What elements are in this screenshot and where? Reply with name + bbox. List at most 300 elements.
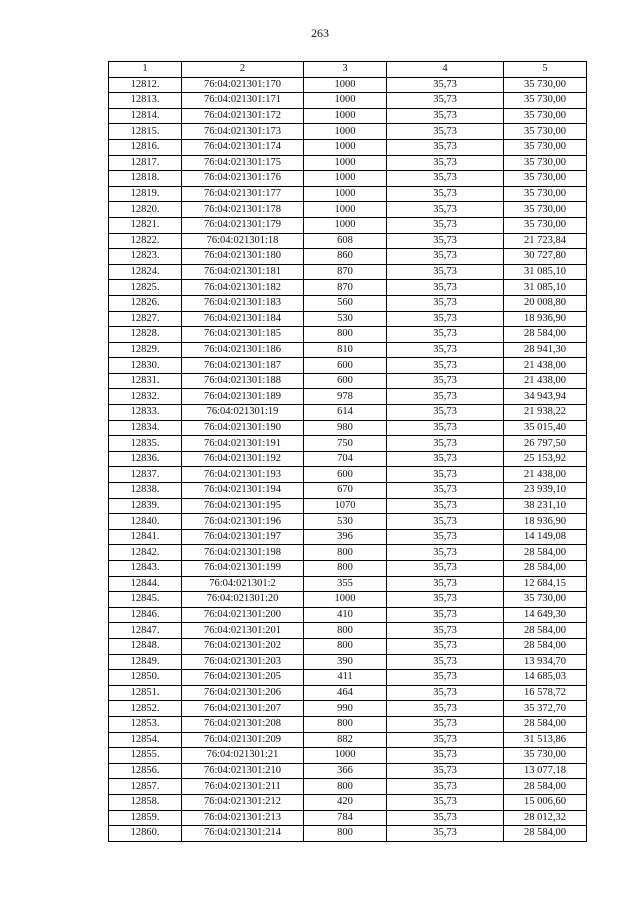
table-row xyxy=(109,810,587,826)
table-cell-col-3: 1000 xyxy=(304,93,387,109)
table-cell-col-4: 35,73 xyxy=(387,545,504,561)
table-cell-col-1: 12824. xyxy=(109,264,182,280)
table-cell-col-3: 980 xyxy=(304,420,387,436)
table-cell-col-5: 28 584,00 xyxy=(504,327,587,343)
table-row xyxy=(109,732,587,748)
table-cell-col-1: 12853. xyxy=(109,716,182,732)
table-cell-col-4: 35,73 xyxy=(387,670,504,686)
table-cell-col-5: 18 936,90 xyxy=(504,311,587,327)
table-row xyxy=(109,186,587,202)
table-cell-col-5: 13 934,70 xyxy=(504,654,587,670)
table-row xyxy=(109,498,587,514)
table-cell-col-5: 14 685,03 xyxy=(504,670,587,686)
table-cell-col-1: 12826. xyxy=(109,295,182,311)
table-cell-col-4: 35,73 xyxy=(387,93,504,109)
table-cell-col-2: 76:04:021301:173 xyxy=(182,124,304,140)
table-cell-col-3: 784 xyxy=(304,810,387,826)
table-cell-col-1: 12859. xyxy=(109,810,182,826)
table-cell-col-5: 21 438,00 xyxy=(504,467,587,483)
table-cell-col-5: 28 584,00 xyxy=(504,826,587,842)
table-cell-col-4: 35,73 xyxy=(387,592,504,608)
table-row xyxy=(109,373,587,389)
table-cell-col-2: 76:04:021301:198 xyxy=(182,545,304,561)
table-row xyxy=(109,654,587,670)
table-cell-col-3: 870 xyxy=(304,264,387,280)
table-row xyxy=(109,467,587,483)
table-cell-col-3: 1000 xyxy=(304,155,387,171)
table-cell-col-5: 14 149,08 xyxy=(504,529,587,545)
table-cell-col-2: 76:04:021301:18 xyxy=(182,233,304,249)
table-cell-col-3: 1000 xyxy=(304,108,387,124)
table-cell-col-4: 35,73 xyxy=(387,295,504,311)
table-cell-col-1: 12846. xyxy=(109,607,182,623)
table-cell-col-3: 800 xyxy=(304,826,387,842)
table-cell-col-1: 12839. xyxy=(109,498,182,514)
column-header-3: 3 xyxy=(304,62,387,78)
table-row xyxy=(109,561,587,577)
table-row xyxy=(109,748,587,764)
table-cell-col-2: 76:04:021301:186 xyxy=(182,342,304,358)
table-cell-col-3: 860 xyxy=(304,249,387,265)
table-row xyxy=(109,217,587,233)
table-cell-col-1: 12816. xyxy=(109,139,182,155)
table-cell-col-4: 35,73 xyxy=(387,280,504,296)
table-row xyxy=(109,171,587,187)
table-row xyxy=(109,545,587,561)
table-cell-col-2: 76:04:021301:182 xyxy=(182,280,304,296)
table-cell-col-4: 35,73 xyxy=(387,498,504,514)
table-cell-col-1: 12860. xyxy=(109,826,182,842)
table-cell-col-3: 1000 xyxy=(304,124,387,140)
table-cell-col-4: 35,73 xyxy=(387,623,504,639)
table-cell-col-5: 21 438,00 xyxy=(504,373,587,389)
table-cell-col-2: 76:04:021301:188 xyxy=(182,373,304,389)
table-cell-col-5: 25 153,92 xyxy=(504,451,587,467)
table-cell-col-5: 13 077,18 xyxy=(504,763,587,779)
table-cell-col-1: 12855. xyxy=(109,748,182,764)
table-row xyxy=(109,358,587,374)
table-row xyxy=(109,451,587,467)
table-cell-col-4: 35,73 xyxy=(387,654,504,670)
table-cell-col-1: 12849. xyxy=(109,654,182,670)
table-cell-col-3: 1000 xyxy=(304,186,387,202)
table-cell-col-2: 76:04:021301:174 xyxy=(182,139,304,155)
table-cell-col-1: 12836. xyxy=(109,451,182,467)
table-cell-col-5: 28 584,00 xyxy=(504,545,587,561)
table-body xyxy=(109,77,587,841)
table-cell-col-3: 800 xyxy=(304,327,387,343)
table-row xyxy=(109,592,587,608)
table-row xyxy=(109,311,587,327)
table-row xyxy=(109,139,587,155)
table-cell-col-2: 76:04:021301:191 xyxy=(182,436,304,452)
table-cell-col-1: 12840. xyxy=(109,514,182,530)
table-cell-col-5: 20 008,80 xyxy=(504,295,587,311)
table-cell-col-4: 35,73 xyxy=(387,810,504,826)
table-cell-col-2: 76:04:021301:206 xyxy=(182,685,304,701)
table-cell-col-1: 12838. xyxy=(109,483,182,499)
table-cell-col-2: 76:04:021301:199 xyxy=(182,561,304,577)
table-cell-col-5: 31 085,10 xyxy=(504,280,587,296)
table-cell-col-5: 35 730,00 xyxy=(504,217,587,233)
table-cell-col-1: 12823. xyxy=(109,249,182,265)
table-cell-col-3: 464 xyxy=(304,685,387,701)
table-cell-col-2: 76:04:021301:21 xyxy=(182,748,304,764)
table-cell-col-2: 76:04:021301:2 xyxy=(182,576,304,592)
table-cell-col-2: 76:04:021301:176 xyxy=(182,171,304,187)
table-cell-col-2: 76:04:021301:179 xyxy=(182,217,304,233)
table-cell-col-1: 12856. xyxy=(109,763,182,779)
table-cell-col-1: 12852. xyxy=(109,701,182,717)
table-cell-col-4: 35,73 xyxy=(387,389,504,405)
table-cell-col-5: 23 939,10 xyxy=(504,483,587,499)
table-cell-col-4: 35,73 xyxy=(387,436,504,452)
table-row xyxy=(109,685,587,701)
table-row xyxy=(109,342,587,358)
page-number: 263 xyxy=(311,26,329,40)
table-cell-col-2: 76:04:021301:175 xyxy=(182,155,304,171)
table-cell-col-2: 76:04:021301:213 xyxy=(182,810,304,826)
table-cell-col-4: 35,73 xyxy=(387,373,504,389)
table-cell-col-1: 12857. xyxy=(109,779,182,795)
table-cell-col-1: 12817. xyxy=(109,155,182,171)
table-row xyxy=(109,202,587,218)
table-cell-col-5: 35 730,00 xyxy=(504,748,587,764)
table-cell-col-5: 28 941,30 xyxy=(504,342,587,358)
table-cell-col-3: 1000 xyxy=(304,171,387,187)
table-cell-col-1: 12841. xyxy=(109,529,182,545)
table-cell-col-1: 12837. xyxy=(109,467,182,483)
table-row xyxy=(109,77,587,93)
table-cell-col-1: 12832. xyxy=(109,389,182,405)
table-row xyxy=(109,295,587,311)
table-cell-col-4: 35,73 xyxy=(387,576,504,592)
table-cell-col-4: 35,73 xyxy=(387,529,504,545)
table-cell-col-5: 35 730,00 xyxy=(504,171,587,187)
table-cell-col-2: 76:04:021301:202 xyxy=(182,638,304,654)
table-cell-col-5: 35 730,00 xyxy=(504,139,587,155)
table-cell-col-4: 35,73 xyxy=(387,748,504,764)
table-cell-col-1: 12854. xyxy=(109,732,182,748)
table-cell-col-5: 21 438,00 xyxy=(504,358,587,374)
table-cell-col-4: 35,73 xyxy=(387,638,504,654)
table-row xyxy=(109,280,587,296)
table-cell-col-4: 35,73 xyxy=(387,311,504,327)
table-cell-col-5: 38 231,10 xyxy=(504,498,587,514)
table-cell-col-1: 12814. xyxy=(109,108,182,124)
table-cell-col-1: 12843. xyxy=(109,561,182,577)
table-cell-col-3: 750 xyxy=(304,436,387,452)
table-cell-col-2: 76:04:021301:207 xyxy=(182,701,304,717)
table-cell-col-3: 600 xyxy=(304,358,387,374)
table-cell-col-4: 35,73 xyxy=(387,358,504,374)
table-cell-col-3: 800 xyxy=(304,545,387,561)
table-cell-col-2: 76:04:021301:183 xyxy=(182,295,304,311)
table-cell-col-3: 704 xyxy=(304,451,387,467)
table-cell-col-1: 12844. xyxy=(109,576,182,592)
column-header-1: 1 xyxy=(109,62,182,78)
table-cell-col-2: 76:04:021301:180 xyxy=(182,249,304,265)
table-cell-col-3: 800 xyxy=(304,561,387,577)
table-cell-col-2: 76:04:021301:208 xyxy=(182,716,304,732)
table-cell-col-3: 614 xyxy=(304,405,387,421)
table-cell-col-5: 35 730,00 xyxy=(504,155,587,171)
table-cell-col-3: 600 xyxy=(304,467,387,483)
table-row xyxy=(109,701,587,717)
table-cell-col-2: 76:04:021301:203 xyxy=(182,654,304,670)
table-cell-col-4: 35,73 xyxy=(387,217,504,233)
table-cell-col-1: 12847. xyxy=(109,623,182,639)
table-cell-col-4: 35,73 xyxy=(387,249,504,265)
table-cell-col-5: 21 723,84 xyxy=(504,233,587,249)
table-cell-col-4: 35,73 xyxy=(387,451,504,467)
table-cell-col-5: 35 730,00 xyxy=(504,124,587,140)
table-cell-col-1: 12815. xyxy=(109,124,182,140)
table-cell-col-3: 600 xyxy=(304,373,387,389)
table-cell-col-4: 35,73 xyxy=(387,264,504,280)
table-row xyxy=(109,623,587,639)
table-cell-col-2: 76:04:021301:211 xyxy=(182,779,304,795)
table-cell-col-3: 1070 xyxy=(304,498,387,514)
table-row xyxy=(109,716,587,732)
table-row xyxy=(109,249,587,265)
table-cell-col-2: 76:04:021301:205 xyxy=(182,670,304,686)
table-row xyxy=(109,405,587,421)
table-cell-col-4: 35,73 xyxy=(387,77,504,93)
table-cell-col-3: 978 xyxy=(304,389,387,405)
table-cell-col-4: 35,73 xyxy=(387,701,504,717)
table-cell-col-3: 1000 xyxy=(304,202,387,218)
table-cell-col-2: 76:04:021301:210 xyxy=(182,763,304,779)
table-cell-col-4: 35,73 xyxy=(387,327,504,343)
table-cell-col-1: 12828. xyxy=(109,327,182,343)
table-cell-col-4: 35,73 xyxy=(387,155,504,171)
table-cell-col-1: 12813. xyxy=(109,93,182,109)
table-cell-col-5: 35 730,00 xyxy=(504,202,587,218)
table-cell-col-2: 76:04:021301:193 xyxy=(182,467,304,483)
table-cell-col-1: 12830. xyxy=(109,358,182,374)
table-cell-col-3: 608 xyxy=(304,233,387,249)
table-cell-col-3: 670 xyxy=(304,483,387,499)
table-cell-col-5: 31 513,86 xyxy=(504,732,587,748)
table-row xyxy=(109,576,587,592)
table-cell-col-3: 390 xyxy=(304,654,387,670)
table-cell-col-5: 34 943,94 xyxy=(504,389,587,405)
table-row xyxy=(109,420,587,436)
table-cell-col-2: 76:04:021301:184 xyxy=(182,311,304,327)
table-row xyxy=(109,529,587,545)
table-cell-col-3: 410 xyxy=(304,607,387,623)
table-cell-col-1: 12831. xyxy=(109,373,182,389)
table-cell-col-4: 35,73 xyxy=(387,483,504,499)
table-cell-col-5: 35 730,00 xyxy=(504,93,587,109)
table-cell-col-3: 1000 xyxy=(304,748,387,764)
table-cell-col-3: 355 xyxy=(304,576,387,592)
table-cell-col-1: 12850. xyxy=(109,670,182,686)
table-cell-col-4: 35,73 xyxy=(387,108,504,124)
table-cell-col-1: 12827. xyxy=(109,311,182,327)
table-cell-col-3: 1000 xyxy=(304,217,387,233)
table-row xyxy=(109,327,587,343)
table-cell-col-4: 35,73 xyxy=(387,420,504,436)
table-cell-col-4: 35,73 xyxy=(387,124,504,140)
table-cell-col-1: 12833. xyxy=(109,405,182,421)
table-cell-col-3: 1000 xyxy=(304,77,387,93)
table-row xyxy=(109,233,587,249)
table-cell-col-1: 12845. xyxy=(109,592,182,608)
table-cell-col-5: 28 012,32 xyxy=(504,810,587,826)
table-cell-col-1: 12818. xyxy=(109,171,182,187)
column-header-4: 4 xyxy=(387,62,504,78)
table-cell-col-2: 76:04:021301:197 xyxy=(182,529,304,545)
header-row xyxy=(109,62,587,78)
table-cell-col-3: 800 xyxy=(304,716,387,732)
table-row xyxy=(109,264,587,280)
table-cell-col-1: 12842. xyxy=(109,545,182,561)
table-cell-col-4: 35,73 xyxy=(387,514,504,530)
table-row xyxy=(109,670,587,686)
table-cell-col-5: 28 584,00 xyxy=(504,638,587,654)
table-cell-col-2: 76:04:021301:20 xyxy=(182,592,304,608)
table-cell-col-5: 31 085,10 xyxy=(504,264,587,280)
table-row xyxy=(109,124,587,140)
table-cell-col-3: 530 xyxy=(304,514,387,530)
table-cell-col-3: 870 xyxy=(304,280,387,296)
table-cell-col-1: 12858. xyxy=(109,794,182,810)
table-cell-col-2: 76:04:021301:200 xyxy=(182,607,304,623)
table-cell-col-1: 12822. xyxy=(109,233,182,249)
table-cell-col-5: 28 584,00 xyxy=(504,623,587,639)
table-cell-col-4: 35,73 xyxy=(387,171,504,187)
table-cell-col-2: 76:04:021301:171 xyxy=(182,93,304,109)
table-row xyxy=(109,436,587,452)
table-cell-col-4: 35,73 xyxy=(387,561,504,577)
table-cell-col-3: 800 xyxy=(304,779,387,795)
table-row xyxy=(109,108,587,124)
table-cell-col-4: 35,73 xyxy=(387,186,504,202)
table-cell-col-2: 76:04:021301:170 xyxy=(182,77,304,93)
table-cell-col-3: 882 xyxy=(304,732,387,748)
table-cell-col-3: 1000 xyxy=(304,592,387,608)
table-cell-col-4: 35,73 xyxy=(387,139,504,155)
table-cell-col-5: 35 730,00 xyxy=(504,77,587,93)
table-cell-col-4: 35,73 xyxy=(387,732,504,748)
table-cell-col-4: 35,73 xyxy=(387,826,504,842)
table-cell-col-4: 35,73 xyxy=(387,794,504,810)
table-row xyxy=(109,763,587,779)
table-cell-col-3: 366 xyxy=(304,763,387,779)
table-cell-col-5: 15 006,60 xyxy=(504,794,587,810)
table-cell-col-4: 35,73 xyxy=(387,467,504,483)
table-cell-col-4: 35,73 xyxy=(387,716,504,732)
table-cell-col-1: 12835. xyxy=(109,436,182,452)
table-cell-col-2: 76:04:021301:181 xyxy=(182,264,304,280)
table-cell-col-3: 1000 xyxy=(304,139,387,155)
table-cell-col-1: 12819. xyxy=(109,186,182,202)
table-cell-col-3: 411 xyxy=(304,670,387,686)
table-cell-col-2: 76:04:021301:196 xyxy=(182,514,304,530)
table-row xyxy=(109,483,587,499)
table-cell-col-4: 35,73 xyxy=(387,202,504,218)
table-cell-col-4: 35,73 xyxy=(387,607,504,623)
table-cell-col-2: 76:04:021301:194 xyxy=(182,483,304,499)
table-cell-col-3: 800 xyxy=(304,623,387,639)
table-cell-col-2: 76:04:021301:172 xyxy=(182,108,304,124)
table-row xyxy=(109,607,587,623)
table-cell-col-3: 396 xyxy=(304,529,387,545)
table-cell-col-5: 21 938,22 xyxy=(504,405,587,421)
table-cell-col-3: 560 xyxy=(304,295,387,311)
table-cell-col-2: 76:04:021301:192 xyxy=(182,451,304,467)
table-cell-col-4: 35,73 xyxy=(387,685,504,701)
table-cell-col-5: 35 730,00 xyxy=(504,108,587,124)
column-header-5: 5 xyxy=(504,62,587,78)
table-cell-col-5: 28 584,00 xyxy=(504,779,587,795)
table-cell-col-1: 12848. xyxy=(109,638,182,654)
table-cell-col-2: 76:04:021301:214 xyxy=(182,826,304,842)
data-table xyxy=(108,61,587,842)
table-row xyxy=(109,779,587,795)
table-cell-col-2: 76:04:021301:185 xyxy=(182,327,304,343)
table-cell-col-3: 990 xyxy=(304,701,387,717)
table-cell-col-2: 76:04:021301:212 xyxy=(182,794,304,810)
table-cell-col-4: 35,73 xyxy=(387,342,504,358)
table-cell-col-4: 35,73 xyxy=(387,233,504,249)
table-cell-col-5: 28 584,00 xyxy=(504,561,587,577)
table-cell-col-5: 28 584,00 xyxy=(504,716,587,732)
table-cell-col-1: 12825. xyxy=(109,280,182,296)
table-cell-col-2: 76:04:021301:19 xyxy=(182,405,304,421)
table-cell-col-5: 26 797,50 xyxy=(504,436,587,452)
table-row xyxy=(109,93,587,109)
table-cell-col-2: 76:04:021301:177 xyxy=(182,186,304,202)
table-cell-col-1: 12834. xyxy=(109,420,182,436)
table-row xyxy=(109,155,587,171)
table-cell-col-3: 800 xyxy=(304,638,387,654)
table-cell-col-5: 35 015,40 xyxy=(504,420,587,436)
table-cell-col-4: 35,73 xyxy=(387,763,504,779)
table-cell-col-2: 76:04:021301:189 xyxy=(182,389,304,405)
table-cell-col-2: 76:04:021301:209 xyxy=(182,732,304,748)
table-cell-col-3: 810 xyxy=(304,342,387,358)
table-row xyxy=(109,514,587,530)
table-cell-col-2: 76:04:021301:178 xyxy=(182,202,304,218)
table-cell-col-1: 12829. xyxy=(109,342,182,358)
table-row xyxy=(109,826,587,842)
table-cell-col-4: 35,73 xyxy=(387,405,504,421)
table-cell-col-1: 12851. xyxy=(109,685,182,701)
table-cell-col-3: 420 xyxy=(304,794,387,810)
table-cell-col-4: 35,73 xyxy=(387,779,504,795)
table-cell-col-1: 12820. xyxy=(109,202,182,218)
table-cell-col-5: 35 730,00 xyxy=(504,592,587,608)
table-cell-col-3: 530 xyxy=(304,311,387,327)
table-cell-col-2: 76:04:021301:187 xyxy=(182,358,304,374)
table-row xyxy=(109,794,587,810)
table-cell-col-5: 18 936,90 xyxy=(504,514,587,530)
table-row xyxy=(109,389,587,405)
table-cell-col-1: 12821. xyxy=(109,217,182,233)
table-cell-col-2: 76:04:021301:201 xyxy=(182,623,304,639)
table-cell-col-5: 14 649,30 xyxy=(504,607,587,623)
table-cell-col-2: 76:04:021301:190 xyxy=(182,420,304,436)
table-cell-col-5: 12 684,15 xyxy=(504,576,587,592)
table-cell-col-2: 76:04:021301:195 xyxy=(182,498,304,514)
table-cell-col-5: 35 730,00 xyxy=(504,186,587,202)
column-header-2: 2 xyxy=(182,62,304,78)
table-cell-col-5: 30 727,80 xyxy=(504,249,587,265)
table-cell-col-1: 12812. xyxy=(109,77,182,93)
